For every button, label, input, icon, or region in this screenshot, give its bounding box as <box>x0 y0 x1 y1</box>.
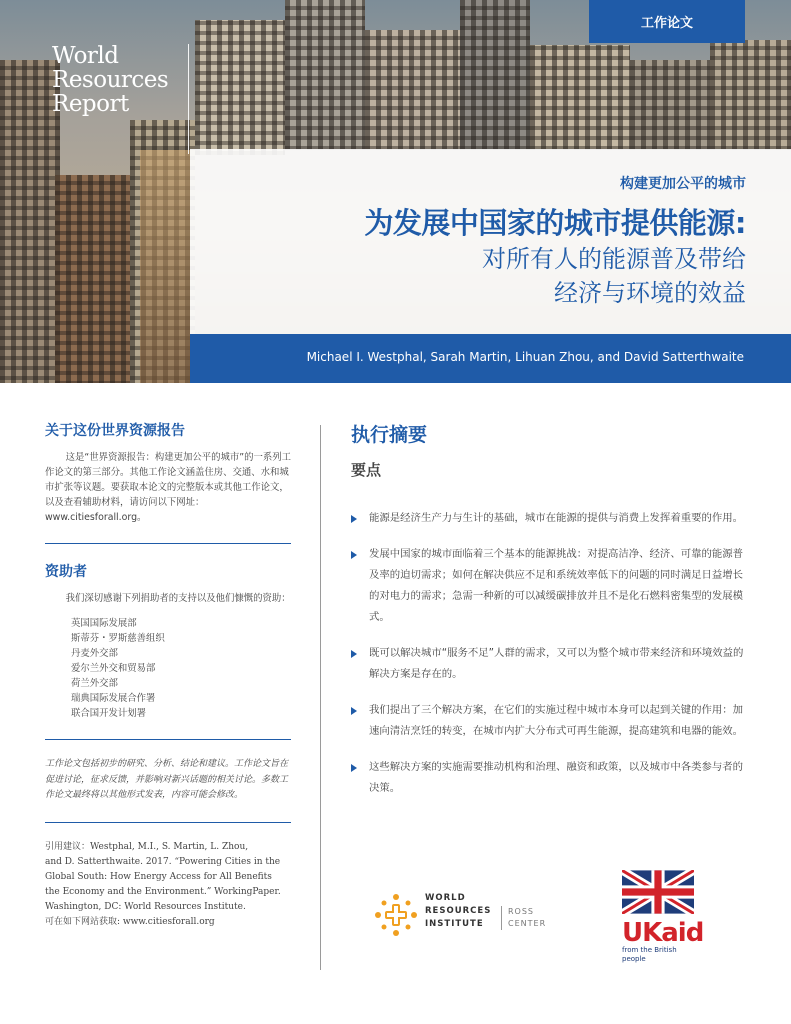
building <box>0 60 60 383</box>
about-text: 这是“世界资源报告：构建更加公平的城市”的一系列工作论文的第三部分。其他工作论文涵盖住房、交通、水和城市扩张等议题。要获取本论文的完整版本或其他工作论文，以及查看辅助材料，请访问以下网址：www.citiesforall.org。 <box>45 452 292 523</box>
about-heading: 关于这份世界资源报告 <box>45 423 185 439</box>
triangle-bullet-icon <box>351 764 357 772</box>
funders-list <box>71 616 291 721</box>
building <box>530 45 630 150</box>
triangle-bullet-icon <box>351 515 357 523</box>
wri-emblem-icon <box>373 892 419 938</box>
author-bar <box>190 334 791 383</box>
ross-line: CENTER <box>508 919 547 928</box>
summary-heading: 执行摘要 <box>351 424 428 446</box>
wri-line: INSTITUTE <box>425 919 484 929</box>
bullet-text: 我们提出了三个解决方案，在它们的实施过程中城市本身可以起到关键的作用：加速向清洁烹饪的转变，在城市内扩大分布式可再生能源，提高建筑和电器的能效。 <box>369 704 744 737</box>
brand-line: Report <box>52 91 129 117</box>
union-flag-icon <box>622 870 694 914</box>
right-column <box>351 420 747 814</box>
bullet-text: 发展中国家的城市面临着三个基本的能源挑战：对提高洁净、经济、可靠的能源普及率的迫切需求；如何在解决供应不足和系统效率低下的问题的同时满足日益增长的对电力的需求；急需一种新的可以减缓碳排放并且不是化石燃料密集型的发展模式。 <box>369 548 744 623</box>
subtitle-line: 经济与环境的效益 <box>554 279 746 307</box>
list-item <box>351 643 747 685</box>
wri-wordmark <box>425 892 491 931</box>
building <box>365 30 460 150</box>
working-paper-badge: 工作论文 <box>589 0 745 43</box>
ross-center-wordmark <box>501 906 546 930</box>
building <box>630 60 710 150</box>
citation-line: the Economy and the Environment.” WorkingPaper. <box>45 886 281 897</box>
page-title: 为发展中国家的城市提供能源: <box>364 206 746 240</box>
citation-line: and D. Satterthwaite. 2017. “Powering Cities in the <box>45 856 281 867</box>
cover-photo <box>0 0 791 383</box>
ukaid-logo <box>622 870 704 964</box>
bullet-text: 这些解决方案的实施需要推动机构和治理、融资和政策，以及城市中各类参与者的决策。 <box>369 761 744 794</box>
ukaid-wordmark: UKaid <box>622 918 704 948</box>
divider <box>45 739 291 740</box>
bullet-text: 既可以解决城市“服务不足”人群的需求，又可以为整个城市带来经济和环境效益的解决方案是存在的。 <box>369 647 744 680</box>
building <box>710 40 791 150</box>
triangle-bullet-icon <box>351 551 357 559</box>
citation <box>45 840 291 930</box>
building <box>55 175 135 383</box>
page-subtitle <box>326 242 746 310</box>
wri-ross-logo <box>373 886 553 946</box>
citation-line: 引用建议：Westphal, M.I., S. Martin, L. Zhou, <box>45 841 249 852</box>
divider <box>45 543 291 544</box>
funders-intro: 我们深切感谢下列捐助者的支持以及他们慷慨的资助： <box>65 593 291 604</box>
summary-subheading: 要点 <box>351 461 382 479</box>
world-resources-report-logo <box>52 44 189 154</box>
list-item: 荷兰外交部 <box>71 678 118 689</box>
building <box>195 20 285 155</box>
key-points-list <box>351 508 747 799</box>
list-item: 联合国开发计划署 <box>71 708 147 719</box>
triangle-bullet-icon <box>351 650 357 658</box>
list-item: 丹麦外交部 <box>71 648 118 659</box>
triangle-bullet-icon <box>351 707 357 715</box>
working-paper-note: 工作论文包括初步的研究、分析、结论和建议。工作论文旨在促进讨论，征求反馈，并影响对新兴话题的相关讨论。多数工作论文最终将以其他形式发表，内容可能会修改。 <box>45 759 289 800</box>
left-column <box>45 420 291 930</box>
list-item <box>351 508 747 529</box>
wri-line: RESOURCES <box>425 906 492 916</box>
bullet-text: 能源是经济生产力与生计的基础，城市在能源的提供与消费上发挥着重要的作用。 <box>369 512 744 524</box>
divider <box>45 822 291 823</box>
list-item <box>351 757 747 799</box>
citation-line: Washington, DC: World Resources Institute. <box>45 901 246 912</box>
authors: Michael I. Westphal, Sarah Martin, Lihuan Zhou, and David Satterthwaite <box>306 350 744 364</box>
series-kicker: 构建更加公平的城市 <box>620 176 746 192</box>
citation-line: 可在如下网站获取: www.citiesforall.org <box>45 916 215 927</box>
list-item: 爱尔兰外交和贸易部 <box>71 663 156 674</box>
building <box>460 0 530 150</box>
brand-line: Resources <box>52 67 169 93</box>
list-item: 斯蒂芬・罗斯慈善组织 <box>71 633 165 644</box>
citation-line: Global South: How Energy Access for All Benefits <box>45 871 272 882</box>
ross-line: ROSS <box>508 907 535 916</box>
funders-heading: 资助者 <box>45 564 87 580</box>
list-item <box>351 700 747 742</box>
column-divider <box>320 425 321 970</box>
brand-line: World <box>52 43 119 69</box>
list-item: 英国国际发展部 <box>71 618 137 629</box>
building <box>285 0 365 150</box>
list-item <box>351 544 747 628</box>
subtitle-line: 对所有人的能源普及带给 <box>482 245 746 273</box>
ukaid-tagline: from the British people <box>622 946 677 963</box>
wri-line: WORLD <box>425 893 466 903</box>
title-panel <box>190 149 791 334</box>
building-shade <box>140 150 190 383</box>
list-item: 瑞典国际发展合作署 <box>71 693 156 704</box>
